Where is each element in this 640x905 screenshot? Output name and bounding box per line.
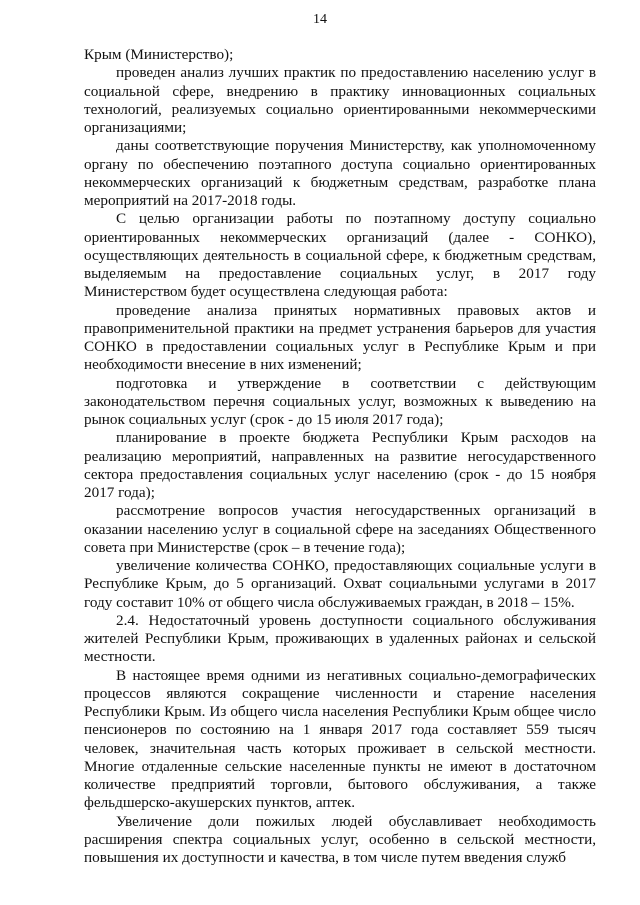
paragraph: проведен анализ лучших практик по предоставлению населению услуг в социальной сфере, внедрению в практику инновационных социальных технологий, реализуемых социально ориентированными некоммерческими организациями;: [84, 64, 596, 136]
paragraph: планирование в проекте бюджета Республики Крым расходов на реализацию мероприятий, направленных на развитие негосударственного сектора предоставления социальных услуг населению (срок - до 15 ноября 2017 года);: [84, 429, 596, 501]
page-number: 14: [313, 12, 327, 27]
paragraph: рассмотрение вопросов участия негосударственных организаций в оказании населению услуг в социальной сфере на заседаниях Общественного совета при Министерстве (срок – в течение года);: [84, 502, 596, 556]
document-body: [84, 46, 596, 867]
paragraph: Крым (Министерство);: [84, 46, 234, 63]
paragraph: подготовка и утверждение в соответствии с действующим законодательством перечня социальных услуг, возможных к выведению на рынок социальных услуг (срок - до 15 июля 2017 года);: [84, 374, 596, 428]
paragraph: увеличение количества СОНКО, предоставляющих социальные услуги в Республике Крым, до 5 организаций. Охват социальными услугами в 2017 году составит 10% от общего числа обслуживаемых граждан, в 2018 – 15%.: [84, 557, 596, 611]
paragraph: С целью организации работы по поэтапному доступу социально ориентированных некоммерческих организаций (далее - СОНКО), осуществляющих деятельность в социальной сфере, к бюджетным средствам, выделяемым на предоставление социальных услуг, в 2017 году Министерством будет осуществлена следующая работа:: [84, 210, 596, 301]
paragraph: проведение анализа принятых нормативных правовых актов и правоприменительной практики на предмет устранения барьеров для участия СОНКО в предоставлении социальных услуг в Республике Крым и при необходимости внесение в них изменений;: [84, 301, 596, 374]
paragraph: даны соответствующие поручения Министерству, как уполномоченному органу по обеспечению поэтапного доступа социально ориентированных некоммерческих организаций к бюджетным средствам, разработке плана мероприятий на 2017-2018 годы.: [84, 137, 596, 209]
paragraph: В настоящее время одними из негативных социально-демографических процессов являются сокращение численности и старение населения Республики Крым. Из общего числа населения Республики Крым общее число пенсионеров по состоянию на 1 января 2017 года составляет 559 тысяч человек, значительная часть которых проживает в сельской местности. Многие отдаленные сельские населенные пункты не имеют в достаточном количестве предприятий торговли, бытового обслуживания, а также фельдшерско-акушерских пунктов, аптек.: [84, 666, 596, 812]
section-heading: 2.4. Недостаточный уровень доступности социального обслуживания жителей Республики Крым, проживающих в удаленных районах и сельской местности.: [84, 611, 596, 666]
paragraph: Увеличение доли пожилых людей обуславливает необходимость расширения спектра социальных услуг, особенно в сельской местности, повышения их доступности и качества, в том числе путем введения служб: [84, 812, 596, 866]
